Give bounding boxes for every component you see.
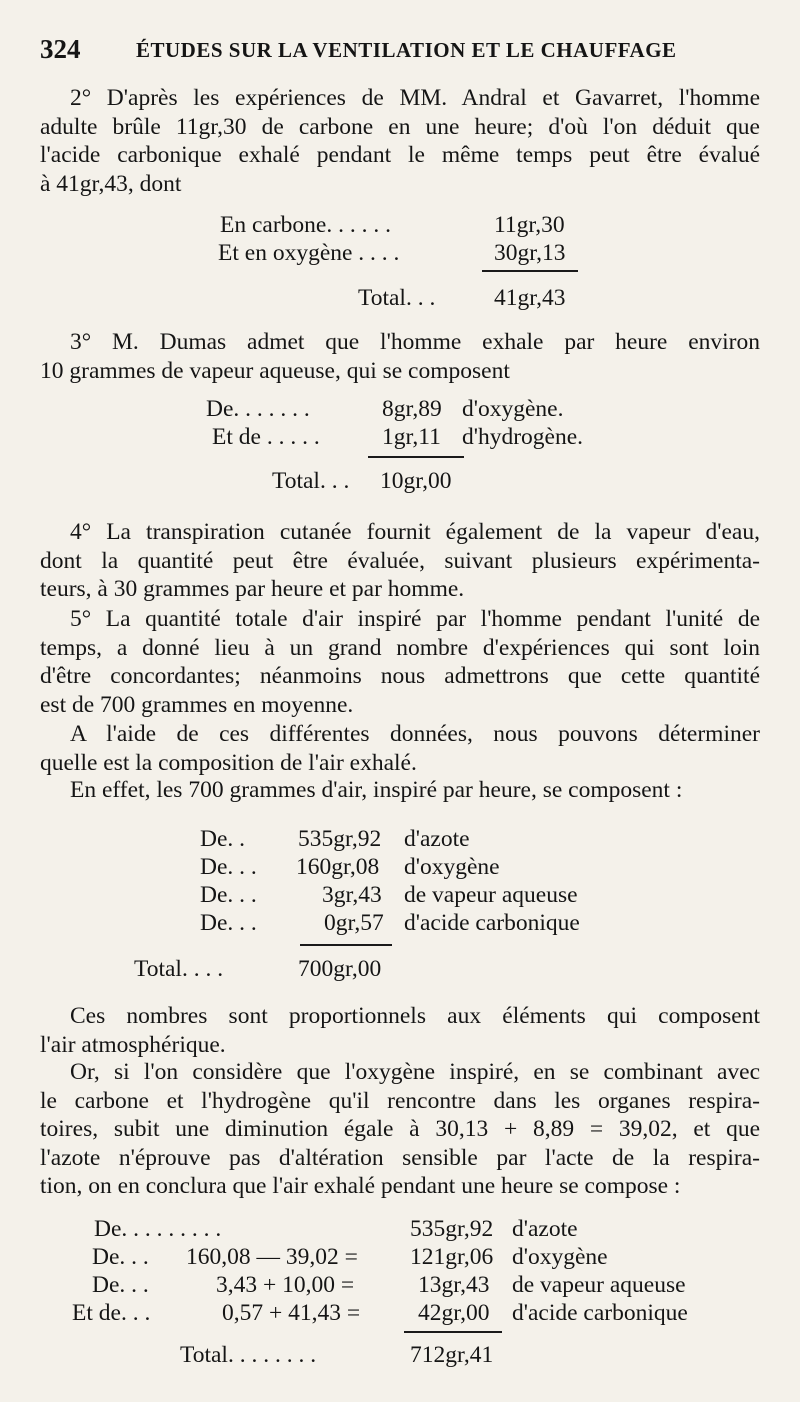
table-value: 535gr,92 — [410, 1216, 494, 1242]
table-desc: d'oxygène — [512, 1244, 608, 1270]
table-label: De. . — [200, 826, 246, 852]
text-line: teurs, à 30 grammes par heure et par homme. — [40, 576, 465, 602]
table-label: De. . . — [200, 854, 257, 880]
table-desc: d'acide carbonique — [404, 910, 580, 936]
table-value: 121gr,06 — [410, 1244, 494, 1270]
table-desc: d'oxygène. — [462, 396, 564, 422]
table-calc: 160,08 — 39,02 = — [186, 1244, 358, 1270]
table-label: De. . . — [92, 1272, 149, 1298]
text-line: Or, si l'on considère que l'oxygène inspiré, en se combinant avec — [70, 1059, 760, 1085]
total-label: Total. . . . . . . . — [180, 1342, 317, 1368]
text-line: 2° D'après les expériences de MM. Andral et Gavarret, l'homme — [70, 85, 760, 111]
table-desc: d'hydrogène. — [462, 424, 584, 450]
text-line: est de 700 grammes en moyenne. — [40, 691, 354, 718]
paragraph-composition-intro — [40, 720, 760, 777]
table-label: De. . . — [92, 1244, 149, 1270]
text-line: l'air atmosphérique. — [40, 1031, 226, 1058]
table-label: Et de. . . — [72, 1300, 151, 1326]
table-desc: de vapeur aqueuse — [512, 1272, 686, 1298]
table-label: De. . . . . . . — [206, 396, 310, 422]
paragraph-oxygen-diminution — [40, 1058, 760, 1201]
running-title: ÉTUDES SUR LA VENTILATION ET LE CHAUFFAGE — [136, 38, 677, 62]
text-line: 10 grammes de vapeur aqueuse, qui se composent — [40, 357, 510, 384]
text-line: 4° La transpiration cutanée fournit également de la vapeur d'eau, — [70, 519, 760, 545]
table-value: 160gr,08 — [296, 854, 380, 880]
table-desc: d'acide carbonique — [512, 1300, 688, 1326]
table-label: De. . . — [200, 882, 257, 908]
table-value: 1gr,11 — [382, 424, 441, 450]
table-value: 30gr,13 — [494, 240, 566, 266]
text-line: d'être concordantes; néanmoins nous admettrons que cette quantité — [40, 663, 760, 689]
total-value: 712gr,41 — [410, 1342, 494, 1368]
table-value: 8gr,89 — [382, 396, 442, 422]
text-line: dont la quantité peut être évaluée, suivant plusieurs expérimenta- — [40, 547, 760, 574]
table-label: En carbone. . . . . . — [220, 212, 391, 238]
paragraph-total-air — [40, 605, 760, 719]
table-calc: 0,57 + 41,43 = — [222, 1300, 361, 1326]
table-desc: de vapeur aqueuse — [404, 882, 578, 908]
text-line: A l'aide de ces différentes données, nous pouvons déterminer — [70, 721, 760, 747]
text-line: tion, on en conclura que l'air exhalé pendant une heure se compose : — [40, 1173, 681, 1199]
table-value: 42gr,00 — [418, 1300, 490, 1326]
total-value: 10gr,00 — [380, 468, 452, 494]
total-label: Total. . . . — [134, 956, 224, 982]
total-value: 700gr,00 — [298, 956, 382, 982]
page-number: 324 — [40, 34, 81, 64]
table-value: 11gr,30 — [494, 212, 565, 238]
table-value: 13gr,43 — [418, 1272, 490, 1298]
paragraph-en-effet — [40, 776, 760, 805]
table-label: De. . . — [200, 910, 257, 936]
table-calc: 3,43 + 10,00 = — [216, 1272, 355, 1298]
text-line: le carbone et l'hydrogène qu'il rencontre dans les organes respira- — [40, 1087, 760, 1114]
table-desc: d'azote — [404, 826, 470, 852]
sum-rule — [482, 270, 578, 272]
table-label: Et en oxygène . . . . — [218, 240, 400, 266]
text-line: adulte brûle 11gr,30 de carbone en une heure; d'où l'on déduit que — [40, 113, 760, 140]
total-label: Total. . . — [272, 468, 350, 494]
table-label: De. . . . . . . . . — [94, 1216, 222, 1242]
page-header — [40, 34, 760, 68]
text-line: temps, a donné lieu à un grand nombre d'expériences qui sont loin — [40, 634, 760, 661]
text-line: toires, subit une diminution égale à 30,13 + 8,89 = 39,02, et que — [40, 1116, 760, 1142]
text-line: à 41gr,43, dont — [40, 170, 182, 197]
table-value: 535gr,92 — [298, 826, 382, 852]
text-line: Ces nombres sont proportionnels aux éléments qui composent — [70, 1003, 760, 1029]
total-value: 41gr,43 — [494, 285, 566, 311]
paragraph-andral-gavarret — [40, 84, 760, 198]
paragraph-transpiration — [40, 518, 760, 604]
sum-rule — [368, 456, 464, 458]
table-label: Et de . . . . . — [212, 424, 320, 450]
paragraph-proportional — [40, 1002, 760, 1059]
text-line: En effet, les 700 grammes d'air, inspiré par heure, se composent : — [70, 777, 683, 803]
table-value: 3gr,43 — [322, 882, 382, 908]
sum-rule — [300, 944, 392, 946]
table-desc: d'azote — [512, 1216, 578, 1242]
sum-rule — [404, 1331, 502, 1333]
table-value: 0gr,57 — [324, 910, 384, 936]
text-line: l'azote n'éprouve pas d'altération sensible par l'acte de la respira- — [40, 1144, 760, 1171]
table-desc: d'oxygène — [404, 854, 500, 880]
text-line: l'acide carbonique exhalé pendant le même temps peut être évalué — [40, 142, 760, 168]
text-line: 3° M. Dumas admet que l'homme exhale par heure environ — [70, 329, 760, 355]
total-label: Total. . . — [358, 285, 436, 311]
text-line: quelle est la composition de l'air exhalé. — [40, 749, 417, 776]
text-line: 5° La quantité totale d'air inspiré par l'homme pendant l'unité de — [70, 606, 760, 632]
paragraph-dumas — [40, 328, 760, 385]
